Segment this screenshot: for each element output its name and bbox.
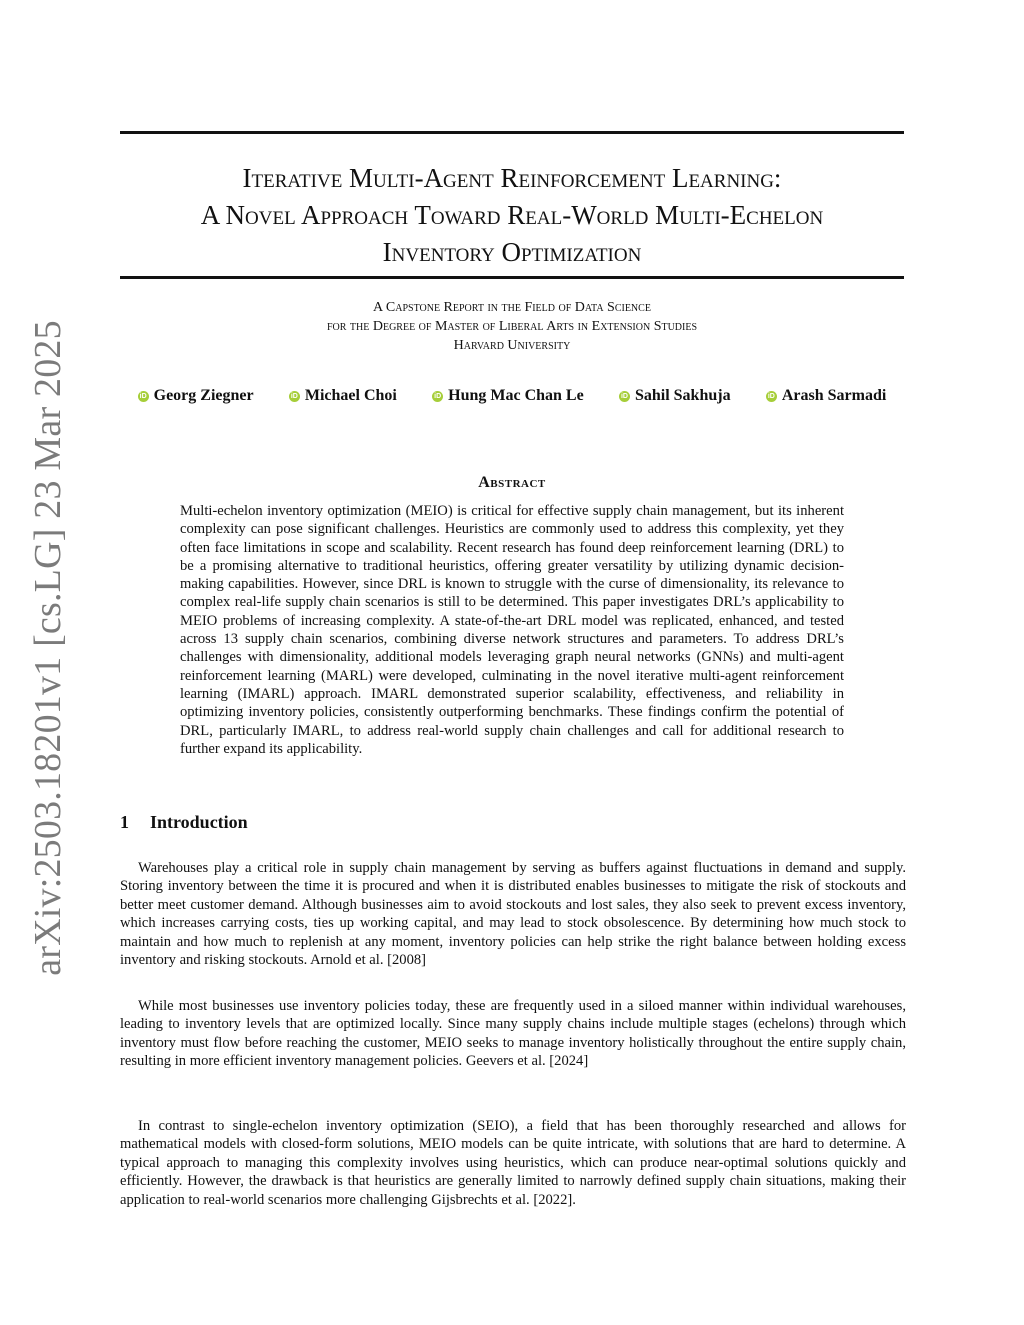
author-list: [120, 387, 904, 405]
section-number: 1: [120, 812, 129, 832]
orcid-icon[interactable]: iD: [290, 392, 298, 400]
arxiv-identifier: arXiv:2503.18201v1 [cs.LG] 23 Mar 2025: [27, 320, 69, 976]
author-name: Michael Choi: [304, 387, 397, 404]
author: [289, 387, 397, 405]
author-name: Hung Mac Chan Le: [448, 387, 584, 404]
affiliation-line-2: for the Degree of Master of Liberal Arts in Extension Studies: [326, 319, 698, 334]
author-name: Sahil Sakhuja: [634, 387, 731, 404]
affiliation-line-3: Harvard University: [453, 338, 571, 353]
orcid-icon[interactable]: iD: [620, 392, 628, 400]
author-name: Georg Ziegner: [153, 387, 254, 404]
abstract-text: Multi-echelon inventory optimization (MEIO) is critical for effective supply chain management, but its inherent complexity can pose significant challenges. Heuristics are commonly used to address this complexity, yet they often face limitations in scope and scalability. Recent research has found deep reinforcement learning (DRL) to be a promising alternative to traditional heuristics, offering greater versatility by utilizing dynamic decision-making capabilities. However, since DRL is known to struggle with the curse of dimensionality, its relevance to complex real-life supply chain scenarios is still to be determined. This paper investigates DRL’s applicability to MEIO problems of increasing complexity. A state-of-the-art DRL model was replicated, enhanced, and tested across 13 supply chain scenarios, combining diverse network structures and parameters. To address DRL’s challenges with dimensionality, additional models leveraging graph neural networks (GNNs) and multi-agent reinforcement learning (MARL) were developed, culminating in the novel iterative multi-agent reinforcement learning (IMARL) approach. IMARL demonstrated superior scalability, effectiveness, and reliability in optimizing inventory policies, consistently outperforming benchmarks. These findings confirm the potential of DRL, particularly IMARL, to address real-world supply chain challenges and call for additional research to further expand its applicability.: [180, 503, 844, 757]
section-heading: [120, 812, 248, 833]
intro-paragraph-1: Warehouses play a critical role in supply chain management by serving as buffers against fluctuations in demand and supply. Storing inventory between the time it is procured and when it is distributed enables businesses to mitigate the risk of stockouts and better meet customer demand. Although businesses aim to avoid stockouts and lost sales, they also seek to prevent excess inventory, which increases carrying costs, ties up working capital, and may lead to stock obsolescence. By determining how much stock to maintain and how much to replenish at any moment, inventory policies can help strike the right balance between holding excess inventory and risking stockouts. Arnold et al. [2008]: [120, 860, 906, 969]
affiliation: [200, 298, 824, 355]
title-line-3: Inventory Optimization: [382, 237, 642, 267]
author: [766, 387, 886, 405]
author: [138, 387, 254, 405]
author: [619, 387, 731, 405]
orcid-icon[interactable]: iD: [767, 392, 775, 400]
intro-paragraph-3: In contrast to single-echelon inventory optimization (SEIO), a field that has been thoroughly researched and allows for mathematical models with closed-form solutions, MEIO models can be quite intricate, with solutions that are hard to determine. A typical approach to managing this complexity involves using heuristics, which can produce near-optimal solutions quickly and efficiently. However, the drawback is that heuristics are generally limited to narrowly defined supply chain situations, making their application to real-world scenarios more challenging Gijsbrechts et al. [2022].: [120, 1118, 906, 1208]
title-bottom-rule: [120, 276, 904, 279]
paper-title: [110, 160, 914, 271]
intro-paragraph-2: While most businesses use inventory policies today, these are frequently used in a siloed manner within individual warehouses, leading to inventory levels that are optimized locally. Since many supply chains include multiple stages (echelons) through which inventory must flow before reaching the customer, MEIO seeks to manage inventory holistically throughout the entire supply chain, resulting in more efficient inventory management policies. Geevers et al. [2024]: [120, 998, 906, 1070]
affiliation-line-1: A Capstone Report in the Field of Data Science: [373, 300, 651, 315]
orcid-icon[interactable]: iD: [139, 392, 147, 400]
section-title: Introduction: [150, 812, 248, 832]
abstract-heading: Abstract: [478, 474, 546, 491]
orcid-icon[interactable]: iD: [434, 392, 442, 400]
title-line-2: A Novel Approach Toward Real-World Multi-Echelon: [200, 200, 824, 230]
title-line-1: Iterative Multi-Agent Reinforcement Learning:: [242, 163, 782, 193]
author: [432, 387, 584, 405]
title-top-rule: [120, 131, 904, 134]
author-name: Arash Sarmadi: [781, 387, 887, 404]
